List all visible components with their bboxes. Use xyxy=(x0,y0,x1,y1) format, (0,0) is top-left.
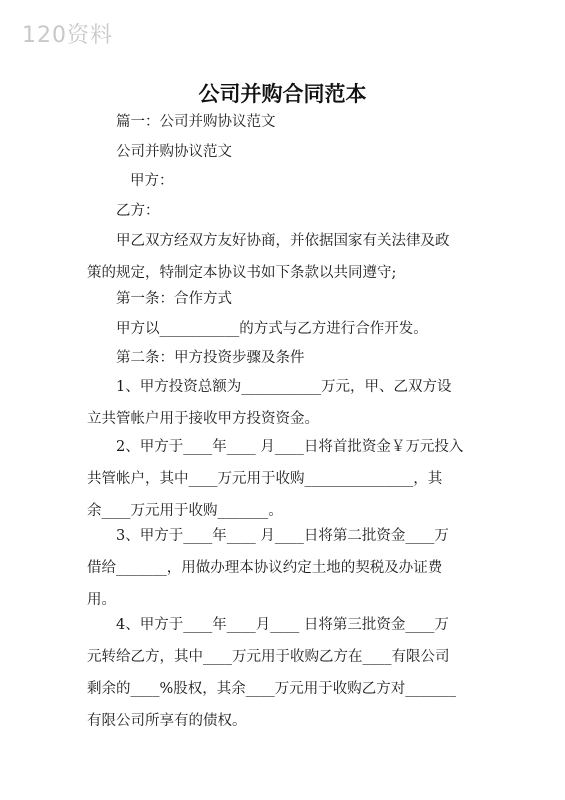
clause-4 xyxy=(87,616,487,744)
paragraph-line: 1、甲方投资总额为___________万元，甲、乙双方设 xyxy=(116,379,452,395)
party-b-label: 乙方： xyxy=(116,203,160,219)
clause-2 xyxy=(87,438,487,534)
article-two-heading: 第二条：甲方投资步骤及条件 xyxy=(116,350,305,366)
paragraph-line: 2、甲方于____年____ 月____日将首批资金￥万元投入 xyxy=(116,439,464,455)
paragraph-line: 借给_______，用做办理本协议约定土地的契税及办证费 xyxy=(87,560,443,576)
document-title: 公司并购合同范本 xyxy=(198,82,367,106)
paragraph-line: 剩余的____%股权，其余____万元用于收购乙方对_______ xyxy=(87,681,457,697)
heading-agreement: 公司并购协议范文 xyxy=(116,144,232,160)
paragraph-line: 余____万元用于收购_______。 xyxy=(87,503,283,519)
paragraph-line: 用。 xyxy=(87,592,116,608)
paragraph-line: 甲乙双方经双方友好协商，并依据国家有关法律及政 xyxy=(116,233,450,249)
clause-1 xyxy=(87,378,487,442)
article-one-heading: 第一条：合作方式 xyxy=(116,291,232,307)
paragraph-line: 元转给乙方，其中____万元用于收购乙方在____有限公司 xyxy=(87,649,450,665)
paragraph-line: 有限公司所享有的债权。 xyxy=(87,713,247,729)
paragraph-line: 4、甲方于____年____月____ 日将第三批资金____万 xyxy=(116,617,449,633)
watermark: 120资料 xyxy=(22,23,113,48)
paragraph-line: 立共管帐户用于接收甲方投资资金。 xyxy=(87,411,319,427)
paragraph-line: 共管帐户，其中____万元用于收购_______________，其 xyxy=(87,471,443,487)
party-a-label: 甲方： xyxy=(130,173,174,189)
paragraph-line: 策的规定，特制定本协议书如下条款以共同遵守; xyxy=(87,265,397,281)
paragraph-preamble xyxy=(87,232,487,296)
clause-3 xyxy=(87,527,487,623)
article-one-text: 甲方以___________的方式与乙方进行合作开发。 xyxy=(116,321,428,337)
heading-chapter-one: 篇一：公司并购协议范文 xyxy=(116,114,276,130)
paragraph-line: 3、甲方于____年____ 月____日将第二批资金____万 xyxy=(116,528,449,544)
